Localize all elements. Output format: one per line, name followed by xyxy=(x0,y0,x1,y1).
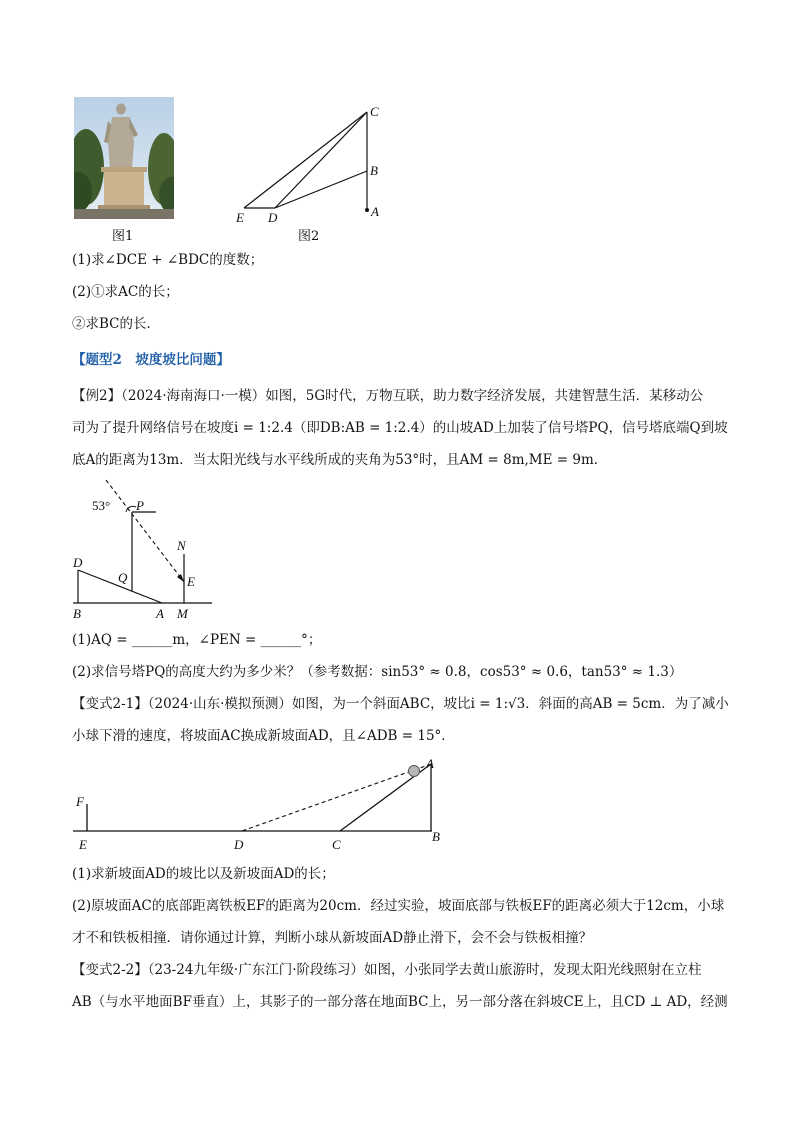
ball-icon xyxy=(409,766,420,777)
label-angle: 53° xyxy=(92,498,111,513)
label-E: E xyxy=(187,574,195,589)
line-CD xyxy=(275,112,367,208)
example2-line1: 【例2】（2024·海南海口·一模）如图，5G时代，万物互联，助力数字经济发展，共建智慧生活．某移动公 xyxy=(72,388,704,404)
variant21-line2: 小球下滑的速度，将坡面AC换成新坡面AD，且∠ADB = 15°． xyxy=(72,728,455,744)
label-B: B xyxy=(432,829,440,844)
variant22-line2: AB（与水平地面BF垂直）上，其影子的一部分落在地面BC上，另一部分落在斜坡CE上，且CD ⊥ AD，经测 xyxy=(72,994,728,1010)
variant21-q2b: 才不和铁板相撞．请你通过计算，判断小球从新坡面AD静止滑下，会不会与铁板相撞？ xyxy=(72,930,593,946)
example2-line2: 司为了提升网络信号在坡度i = 1:2.4（即DB:AB = 1:2.4）的山坡AD上加装了信号塔PQ，信号塔底端Q到坡 xyxy=(72,420,728,436)
figure1-caption: 图1 xyxy=(112,229,134,244)
problem1-q2: (2)①求AC的长； xyxy=(72,284,179,300)
label-A: A xyxy=(156,606,164,621)
label-E: E xyxy=(236,210,244,225)
problem1-q3: ②求BC的长． xyxy=(72,316,161,332)
label-A: A xyxy=(371,204,379,219)
label-B: B xyxy=(370,163,378,178)
label-M: M xyxy=(177,606,188,621)
label-Q: Q xyxy=(118,570,128,585)
example2-q1: (1)AQ = ______m，∠PEN = ______°； xyxy=(72,632,322,648)
variant22-line1: 【变式2-2】（23-24九年级·广东江门·阶段练习）如图，小张同学去黄山旅游时，发现太阳光线照射在立柱 xyxy=(72,962,702,978)
example2-diagram xyxy=(70,478,220,623)
example2-line3: 底A的距离为13m．当太阳光线与水平线所成的夹角为53°时，且AM = 8m,ME = 9m． xyxy=(72,452,608,468)
variant21-q1: (1)求新坡面AD的坡比以及新坡面AD的长； xyxy=(72,866,335,882)
label-F: F xyxy=(76,794,84,809)
label-B: B xyxy=(73,606,81,621)
section-title: 【题型2 坡度坡比问题】 xyxy=(72,352,230,368)
label-C: C xyxy=(370,104,379,119)
variant21-q2a: (2)原坡面AC的底部距离铁板EF的距离为20cm．经过实验，坡面底部与铁板EF的距离必须大于12cm，小球 xyxy=(72,898,725,914)
label-P: P xyxy=(136,498,144,513)
label-N: N xyxy=(177,538,186,553)
label-D: D xyxy=(234,837,244,852)
figure2-caption: 图2 xyxy=(298,229,320,244)
label-D: D xyxy=(73,555,83,570)
label-E: E xyxy=(79,837,87,852)
point-A xyxy=(365,208,369,212)
line-BD xyxy=(275,171,367,208)
line-CE xyxy=(244,112,367,208)
arrow-head-icon xyxy=(177,574,184,582)
statue-photo xyxy=(74,97,174,219)
statue-photo-drawing xyxy=(74,97,174,219)
figure2-diagram xyxy=(230,100,390,225)
angle-arc xyxy=(126,506,136,512)
label-A: A xyxy=(426,756,434,771)
label-C: C xyxy=(332,837,341,852)
label-D: D xyxy=(268,210,278,225)
example2-q2: (2)求信号塔PQ的高度大约为多少米？（参考数据：sin53° ≈ 0.8，cos53° ≈ 0.6，tan53° ≈ 1.3） xyxy=(72,664,683,680)
variant21-line1: 【变式2-1】（2024·山东·模拟预测）如图，为一个斜面ABC，坡比i = 1:√3．斜面的高AB = 5cm．为了减小 xyxy=(72,696,729,712)
sun-ray xyxy=(106,480,184,582)
slope-AD xyxy=(242,764,431,831)
problem1-q1: (1)求∠DCE + ∠BDC的度数； xyxy=(72,252,264,268)
variant21-diagram xyxy=(70,752,450,857)
